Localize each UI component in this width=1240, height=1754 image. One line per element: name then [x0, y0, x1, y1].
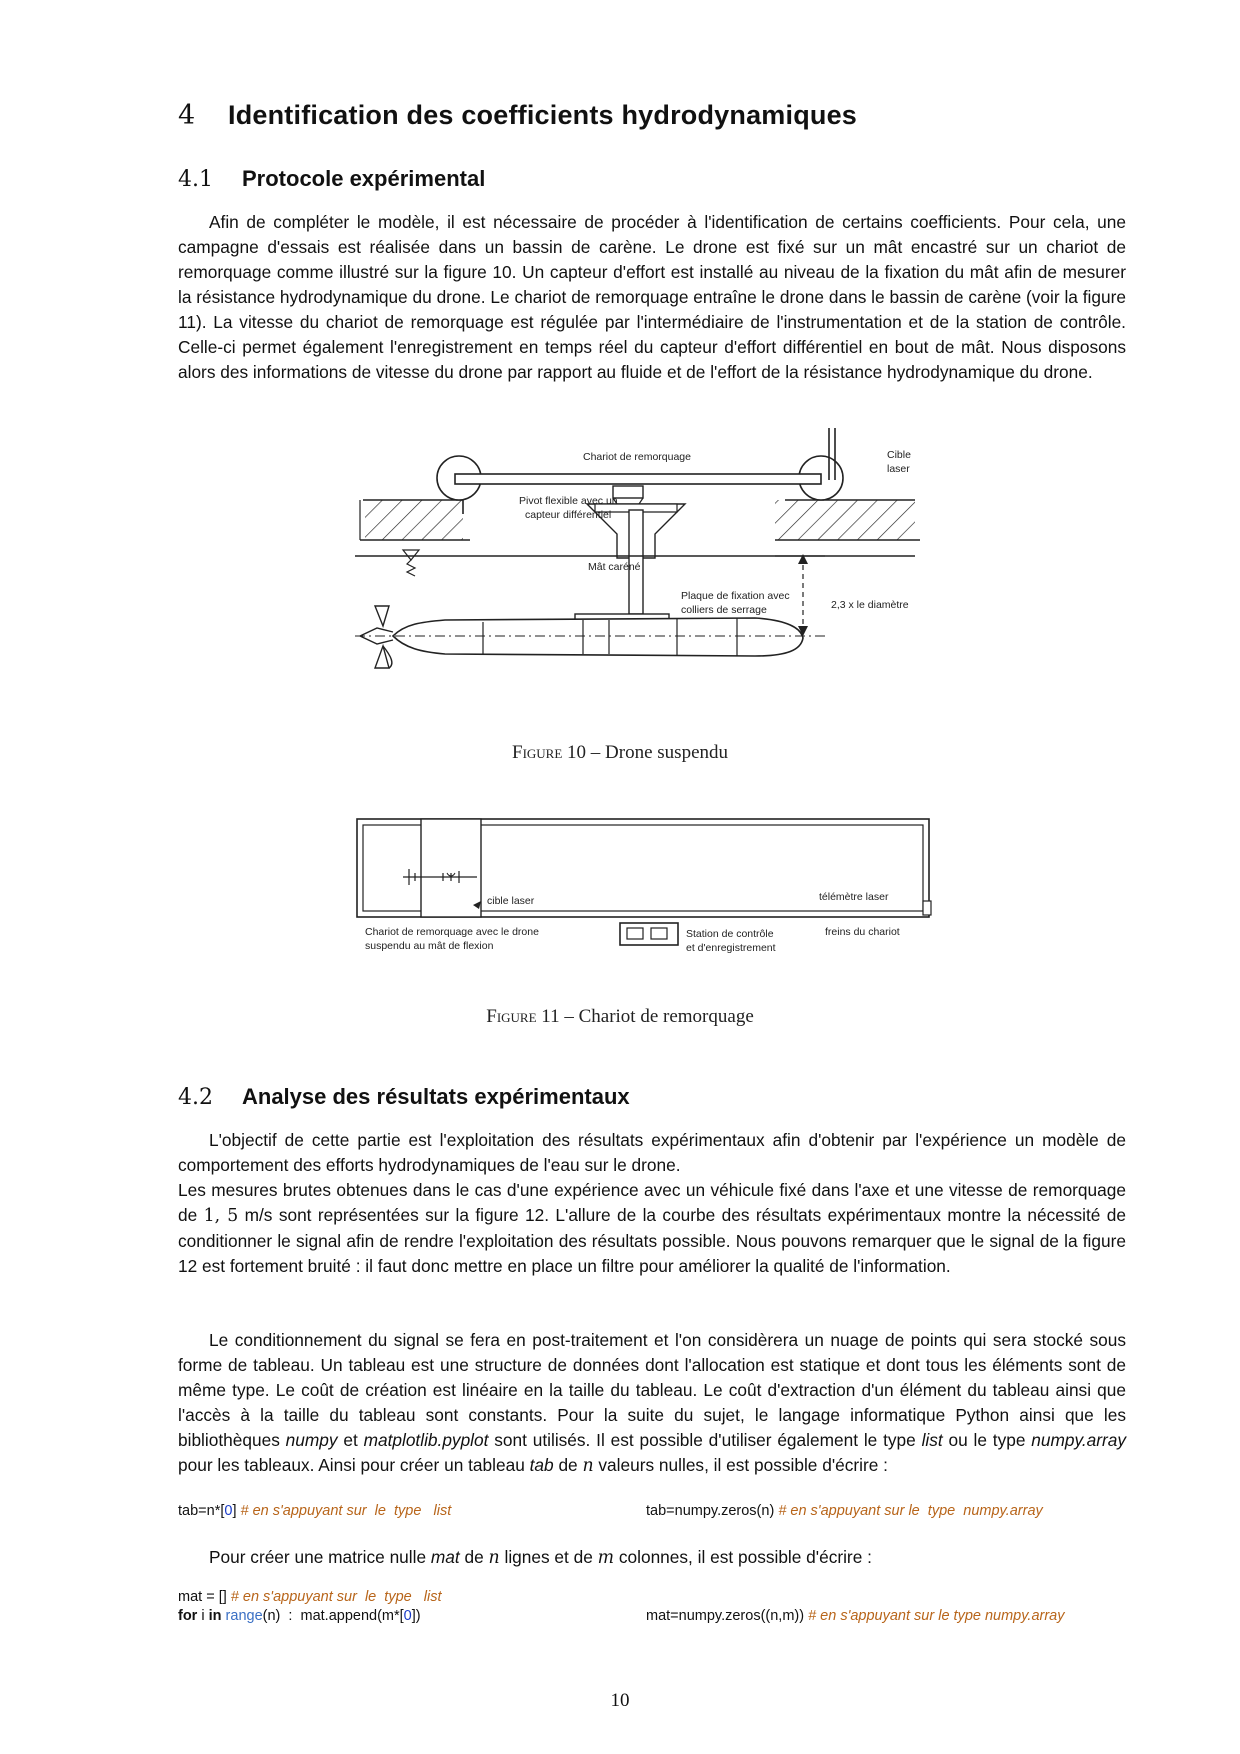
code-text: mat = []	[178, 1589, 231, 1605]
section-title: Identification des coefficients hydrodynamiques	[228, 100, 858, 130]
code-keyword: for	[178, 1608, 198, 1624]
paragraph-conditionnement	[178, 1328, 1126, 1479]
code-comment: # en s'appuyant sur le type numpy.array	[778, 1503, 1043, 1519]
code-text: ])	[411, 1608, 421, 1624]
text-run: ou le type	[942, 1430, 1032, 1450]
code-number: 0	[403, 1608, 412, 1624]
code-numpy-zeros	[646, 1502, 1043, 1521]
label-plaque-1: Plaque de fixation avec	[681, 590, 790, 602]
caption-label: Figure 11	[486, 1006, 560, 1027]
code-numpy-matrix	[646, 1607, 1065, 1626]
paragraph-matrice	[178, 1545, 1126, 1571]
code-number: 0	[224, 1503, 233, 1519]
code-comment: # en s'appuyant sur le type list	[230, 1589, 442, 1605]
label-chariot: Chariot de remorquage	[583, 451, 691, 463]
text-run: m/s sont représentées sur la figure 12. L'allure de la courbe des résultats expérimentaux montre la nécessité de conditionner le signal afin de rendre l'exploitation des résultats possible. Nous pouvons remarquer que le signal de la figure 12 est fortement bruité : il faut donc mettre en place un filtre pour améliorer la qualité de l'information.	[178, 1205, 1126, 1276]
math-value: 1, 5	[203, 1206, 239, 1226]
paragraph-protocole	[178, 210, 1126, 385]
subsection-heading-1	[178, 166, 485, 192]
ground-right	[775, 500, 915, 540]
code-comment: # en s'appuyant sur le type numpy.array	[808, 1608, 1065, 1624]
paragraph-text	[178, 1328, 1126, 1479]
code-text: ]	[232, 1503, 241, 1519]
subsection-title: Analyse des résultats expérimentaux	[242, 1084, 630, 1109]
paragraph-objectif	[178, 1128, 1126, 1279]
text-run: sont utilisés. Il est possible d'utiliser également le type	[488, 1430, 922, 1450]
code-text: (n) : mat.append(m*[	[262, 1608, 404, 1624]
paragraph-text: L'objectif de cette partie est l'exploitation des résultats expérimentaux afin d'obtenir par l'expérience un modèle de comportement des efforts hydrodynamiques de l'eau sur le drone.	[178, 1130, 1126, 1175]
station-box	[620, 923, 678, 945]
subsection-title: Protocole expérimental	[242, 166, 486, 191]
ground-left	[365, 500, 463, 540]
text-run: valeurs nulles, il est possible d'écrire :	[593, 1455, 888, 1475]
label-pivot-2: capteur différentiel	[525, 509, 612, 521]
figure-10-drone-suspendu	[355, 428, 935, 703]
paragraph-text: Afin de compléter le modèle, il est nécessaire de procéder à l'identification de certains coefficients. Pour cela, une campagne d'essais est réalisée dans un bassin de carène. Le drone est fixé sur un mât encastré sur un chariot de remorquage comme illustré sur la figure 10. Un capteur d'effort est installé au niveau de la fixation du mât afin de mesurer la résistance hydrodynamique du drone. Le chariot de remorquage entraîne le drone dans le bassin de carène (voir la figure 11). La vitesse du chariot de remorquage est régulée par l'intermédiaire de l'instrumentation et de la station de contrôle. Celle-ci permet également l'enregistrement en temps réel du capteur d'effort différentiel en bout de mât. Nous disposons alors des informations de vitesse du drone par rapport au fluide et de l'effort de la résistance hydrodynamique du drone.	[178, 212, 1126, 382]
math-n: n	[582, 1456, 594, 1476]
label-chariot-2: suspendu au mât de flexion	[365, 940, 494, 952]
type-array: numpy.array	[1031, 1430, 1127, 1450]
figure-11-chariot-remorquage	[355, 815, 940, 965]
label-plaque-2: colliers de serrage	[681, 604, 767, 616]
code-text: tab=numpy.zeros(n)	[646, 1503, 779, 1519]
telemetre-box	[923, 901, 931, 915]
text-run: de	[459, 1547, 489, 1567]
code-comment: # en s'appuyant sur le type list	[240, 1503, 452, 1519]
page-number: 10	[610, 1690, 630, 1711]
code-text: i	[197, 1608, 209, 1624]
drone-body	[393, 618, 803, 656]
code-text: mat=numpy.zeros((n,m))	[646, 1608, 809, 1624]
label-laser: laser	[887, 463, 910, 475]
text-run: pour les tableaux. Ainsi pour créer un tableau	[178, 1455, 530, 1475]
section-number: 4	[178, 100, 196, 131]
text-run: Pour créer une matrice nulle	[209, 1547, 431, 1567]
chariot-rect	[421, 819, 481, 917]
caption-text: – Drone suspendu	[590, 742, 728, 763]
subsection-heading-2	[178, 1084, 630, 1110]
lib-matplotlib: matplotlib.pyplot	[363, 1430, 489, 1450]
caption-text: – Chariot de remorquage	[564, 1006, 754, 1027]
code-keyword: in	[208, 1608, 222, 1624]
code-builtin: range	[225, 1608, 263, 1624]
section-heading	[178, 100, 857, 131]
text-run: colonnes, il est possible d'écrire :	[614, 1547, 872, 1567]
figure-10-caption	[0, 742, 1240, 764]
label-cible: Cible	[887, 449, 911, 461]
paragraph-mesures	[178, 1178, 1126, 1279]
label-freins: freins du chariot	[825, 926, 900, 938]
code-list-zeros	[178, 1502, 451, 1521]
label-chariot-1: Chariot de remorquage avec le drone	[365, 926, 539, 938]
label-telemetre: télémètre laser	[819, 891, 889, 903]
math-m: m	[597, 1548, 615, 1568]
subsection-number: 4.1	[178, 167, 213, 192]
caption-label: Figure 10	[512, 742, 587, 763]
text-run: lignes et de	[499, 1547, 598, 1567]
label-pivot-1: Pivot flexible avec un	[519, 495, 618, 507]
code-list-matrix	[178, 1588, 442, 1626]
text-run: Le conditionnement du signal se fera en post-traitement et l'on considèrera un nuage de points qui sera stocké sous forme de tableau. Un tableau est une structure de données dont l'allocation est statique et dont tous les éléments sont de même type. Le coût de création est linéaire en la taille du tableau. Le coût d'extraction d'un élément du tableau ainsi que l'accès à la taille du tableau sont constants. Pour la suite du sujet, le langage informatique Python ainsi que les bibliothèques	[178, 1330, 1126, 1450]
label-cible-laser: cible laser	[487, 895, 535, 907]
figure-11-caption	[0, 1006, 1240, 1028]
lib-numpy: numpy	[285, 1430, 338, 1450]
paragraph-text	[178, 1545, 1126, 1571]
code-text: tab=n*[	[178, 1503, 225, 1519]
text-run: et	[337, 1430, 364, 1450]
label-station-2: et d'enregistrement	[686, 942, 776, 954]
text-run: de	[553, 1455, 583, 1475]
var-tab: tab	[529, 1455, 554, 1475]
text-run: Les mesures brutes obtenues dans le cas d'une expérience avec un véhicule fixé dans l'axe et une vitesse de remorquage de	[178, 1180, 1126, 1225]
var-mat: mat	[430, 1547, 460, 1567]
subsection-number: 4.2	[178, 1085, 213, 1110]
label-mat: Mât caréné	[588, 561, 641, 573]
math-n: n	[488, 1548, 500, 1568]
carriage-beam	[455, 474, 821, 484]
label-station-1: Station de contrôle	[686, 928, 774, 940]
label-diametre: 2,3 x le diamètre	[831, 599, 909, 611]
type-list: list	[921, 1430, 943, 1450]
